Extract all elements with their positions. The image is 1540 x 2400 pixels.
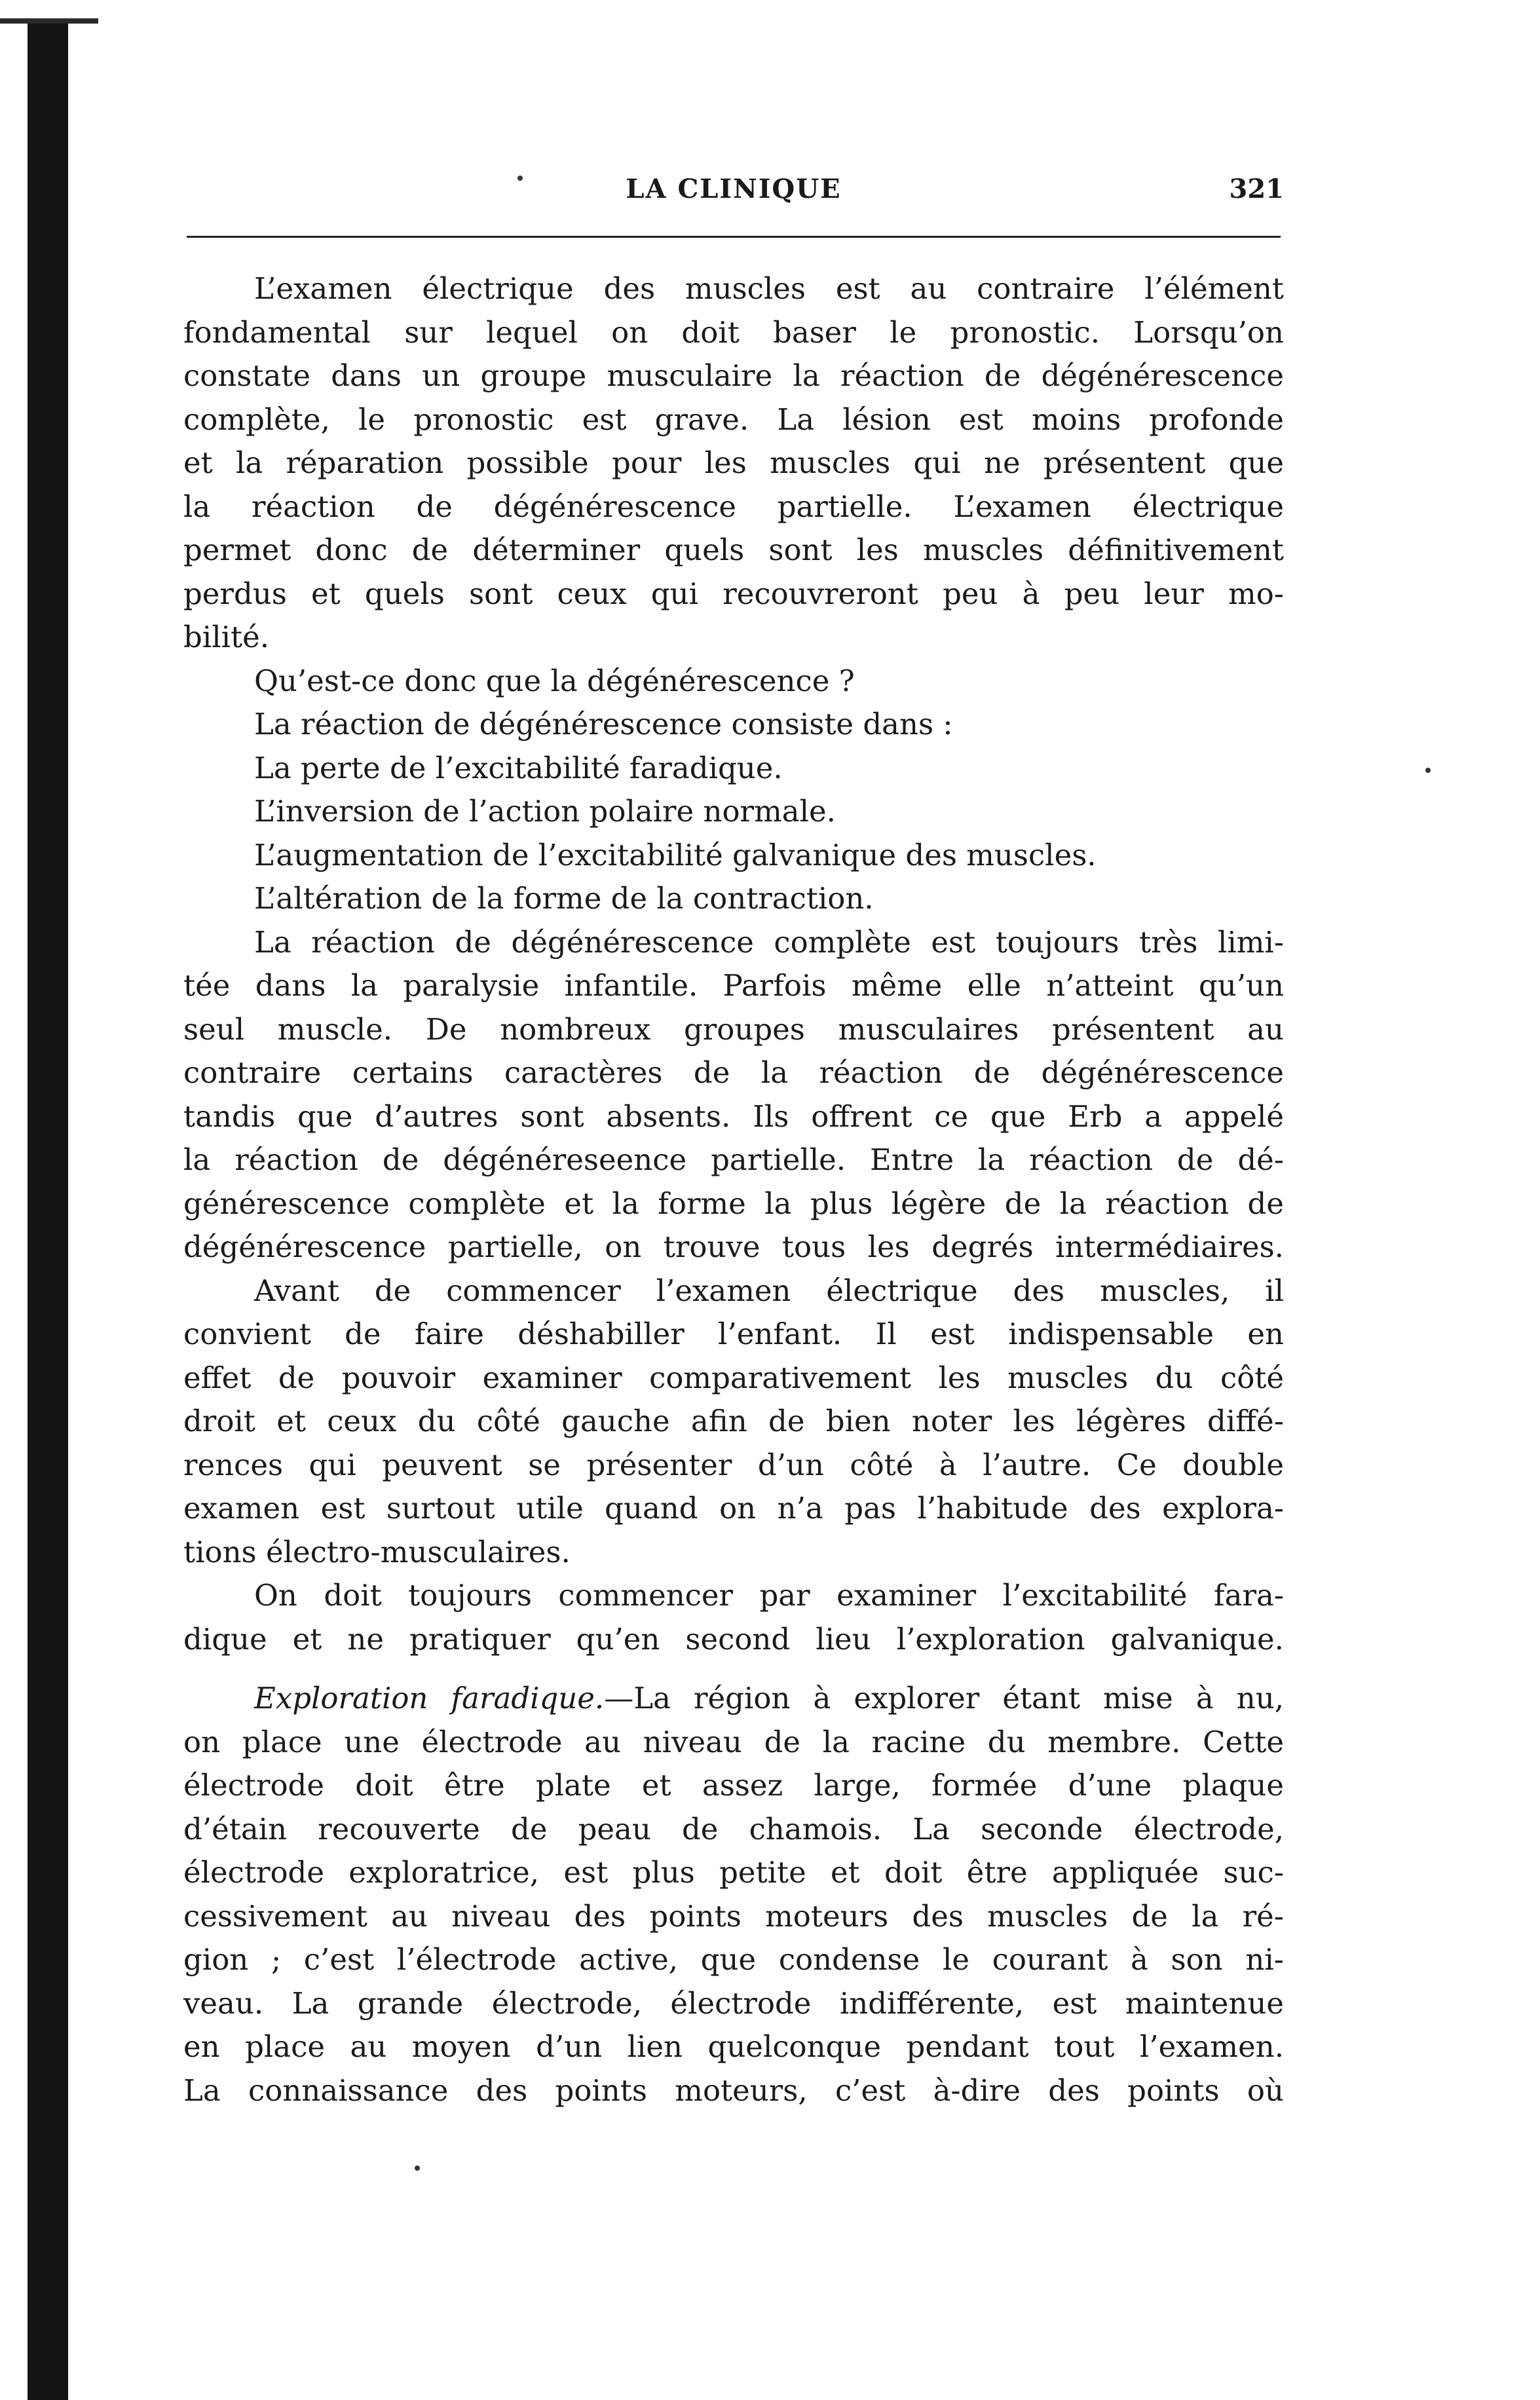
text-line: on place une électrode au niveau de la racine du membre. Cette — [183, 1724, 1284, 1759]
text-line: tions électro-musculaires. — [183, 1534, 571, 1569]
binding-tick — [0, 18, 98, 24]
text-line: d’étain recouverte de peau de chamois. La seconde électrode, — [183, 1811, 1284, 1847]
text-line: La réaction de dégénérescence complète est toujours très limi- — [254, 924, 1284, 960]
text-line: générescence complète et la forme la plus légère de la réaction de — [183, 1186, 1284, 1221]
text-line: rences qui peuvent se présenter d’un côté à l’autre. Ce double — [183, 1447, 1284, 1482]
text-line: électrode exploratrice, est plus petite et doit être appliquée suc- — [183, 1855, 1284, 1890]
text-line: La réaction de dégénérescence consiste dans : — [254, 707, 953, 741]
text-line: constate dans un groupe musculaire la réaction de dégénérescence — [183, 358, 1284, 393]
binding-edge — [28, 20, 68, 2400]
text-line: bilité. — [183, 620, 270, 654]
text-line: veau. La grande électrode, électrode indifférente, est maintenue — [183, 1985, 1284, 2021]
text-line: en place au moyen d’un lien quelconque pendant tout l’examen. — [183, 2029, 1284, 2064]
text-line: tée dans la paralysie infantile. Parfois même elle n’atteint qu’un — [183, 968, 1284, 1003]
text-line: Avant de commencer l’examen électrique des muscles, il — [254, 1273, 1284, 1308]
text-line: L’inversion de l’action polaire normale. — [254, 794, 836, 829]
text-line: permet donc de déterminer quels sont les muscles définitivement — [183, 533, 1284, 567]
text-line: L’augmentation de l’excitabilité galvanique des muscles. — [254, 837, 1097, 872]
running-head: LA CLINIQUE — [626, 174, 842, 204]
stray-ink-mark — [1425, 768, 1431, 773]
text-line: et la réparation possible pour les muscles qui ne présentent que — [183, 445, 1284, 480]
text-line: La connaissance des points moteurs, c’est à-dire des points où — [183, 2072, 1284, 2108]
text-line: L’examen électrique des muscles est au contraire l’élément — [254, 271, 1284, 306]
text-line: complète, le pronostic est grave. La lésion est moins profonde — [183, 402, 1284, 437]
text-line: droit et ceux du côté gauche afin de bien noter les légères diffé- — [183, 1404, 1284, 1438]
body-text — [183, 267, 1284, 2112]
text-line: la réaction de dégénérescence partielle. L’examen électrique — [183, 489, 1284, 524]
page-number: 321 — [1229, 174, 1284, 204]
text-line: tandis que d’autres sont absents. Ils offrent ce que Erb a appelé — [183, 1098, 1284, 1134]
page-header — [183, 174, 1284, 213]
paragraph-gap — [183, 1661, 1284, 1677]
text-line: convient de faire déshabiller l’enfant. Il est indispensable en — [183, 1317, 1284, 1351]
text-line: dégénérescence partielle, on trouve tous les degrés intermédiaires. — [183, 1229, 1284, 1264]
text-line: Qu’est-ce donc que la dégénérescence ? — [254, 663, 855, 698]
section-heading: Exploration faradique. — [254, 1681, 605, 1716]
text-line: contraire certains caractères de la réaction de dégénérescence — [183, 1055, 1284, 1090]
text-line: examen est surtout utile quand on n’a pas l’habitude des explora- — [183, 1491, 1284, 1526]
text-line: la réaction de dégénéreseence partielle. Entre la réaction de dé- — [183, 1142, 1284, 1177]
text-line: effet de pouvoir examiner comparativement les muscles du côté — [183, 1360, 1284, 1395]
text-line: L’altération de la forme de la contraction. — [254, 881, 874, 916]
text-line — [183, 1677, 1284, 1721]
text-line: seul muscle. De nombreux groupes musculaires présentent au — [183, 1011, 1284, 1047]
text-line: On doit toujours commencer par examiner l’excitabilité fara- — [254, 1578, 1284, 1613]
text-line: perdus et quels sont ceux qui recouvreront peu à peu leur mo- — [183, 576, 1284, 611]
stray-ink-mark — [415, 2166, 420, 2171]
text-line: gion ; c’est l’électrode active, que condense le courant à son ni- — [183, 1942, 1284, 1977]
text-line: dique et ne pratiquer qu’en second lieu l’exploration galvanique. — [183, 1621, 1284, 1657]
text-line: fondamental sur lequel on doit baser le pronostic. Lorsqu’on — [183, 314, 1284, 350]
text-line: électrode doit être plate et assez large, formée d’une plaque — [183, 1768, 1284, 1803]
text-line: cessivement au niveau des points moteurs des muscles de la ré- — [183, 1898, 1284, 1934]
header-rule — [187, 236, 1281, 238]
text-line: La perte de l’excitabilité faradique. — [254, 750, 783, 785]
section-lead-text: —La région à explorer étant mise à nu, — [604, 1681, 1284, 1716]
stray-ink-mark — [517, 176, 523, 181]
